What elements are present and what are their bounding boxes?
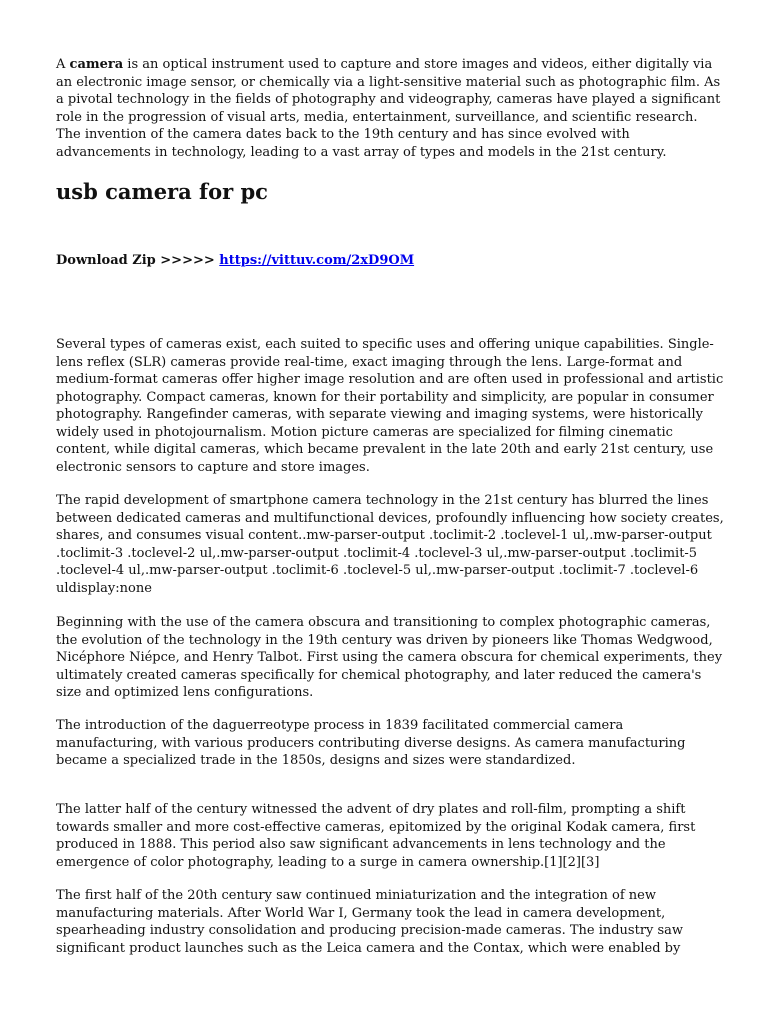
paragraph-line: towards smaller and more cost-effective cameras, epitomized by the original Kodak camera, first: [56, 819, 696, 835]
body-paragraph-smartphone: [56, 492, 724, 597]
download-label: Download Zip >>>>>: [56, 253, 220, 268]
paragraph-line: ultimately created cameras specifically for chemical photography, and later reduced the camera's: [56, 667, 702, 683]
intro-line: role in the progression of visual arts, media, entertainment, surveillance, and scientific research.: [56, 109, 698, 125]
paragraph-line: produced in 1888. This period also saw significant advancements in lens technology and the: [56, 837, 666, 852]
paragraph-line: lens reflex (SLR) cameras provide real-time, exact imaging through the lens. Large-format and: [56, 354, 683, 370]
paragraph-line: content, while digital cameras, which became prevalent in the late 20th and early 21st century, use: [56, 442, 714, 457]
intro-line-rest: is an optical instrument used to capture and store images and videos, either digitally via: [123, 57, 713, 72]
intro-prefix: A: [56, 57, 70, 72]
paragraph-line: .toclimit-3 .toclevel-2 ul,.mw-parser-output .toclimit-4 .toclevel-3 ul,.mw-parser-output .toclimit-5: [56, 545, 698, 561]
intro-line: advancements in technology, leading to a vast array of types and models in the 21st century.: [56, 144, 667, 160]
body-paragraph-types: [56, 336, 724, 476]
paragraph-line: size and optimized lens configurations.: [56, 685, 314, 700]
camera-term-bold: camera: [69, 57, 124, 72]
intro-line: a pivotal technology in the fields of photography and videography, cameras have played a significant: [56, 92, 721, 107]
download-link[interactable]: https://vittuv.com/2xD9OM: [219, 253, 415, 268]
paragraph-line: emergence of color photography, leading to a surge in camera ownership.[1][2][3]: [56, 854, 600, 870]
paragraph-line: photography. Compact cameras, known for their portability and simplicity, are popular in consumer: [56, 389, 714, 405]
paragraph-line: electronic sensors to capture and store images.: [56, 459, 370, 475]
paragraph-line: became a specialized trade in the 1850s, designs and sizes were standardized.: [56, 753, 576, 768]
paragraph-line: spearheading industry consolidation and producing precision-made cameras. The industry saw: [56, 923, 684, 938]
intro-line: an electronic image sensor, or chemically via a light-sensitive material such as photographic film. As: [56, 74, 721, 90]
paragraph-line: The first half of the 20th century saw continued miniaturization and the integration of new: [56, 888, 656, 903]
paragraph-line: photography. Rangefinder cameras, with separate viewing and imaging systems, were historically: [56, 407, 703, 422]
paragraph-line: manufacturing, with various producers contributing diverse designs. As camera manufacturing: [56, 735, 686, 751]
paragraph-line: the evolution of the technology in the 19th century was driven by pioneers like Thomas Wedgwood,: [56, 632, 713, 648]
intro-paragraph: [56, 56, 721, 161]
paragraph-line: .toclevel-4 ul,.mw-parser-output .toclimit-6 .toclevel-5 ul,.mw-parser-output .toclimit-7 .toclevel-6: [56, 563, 699, 578]
paragraph-line: Nicéphore Niépce, and Henry Talbot. First using the camera obscura for chemical experiments, they: [56, 650, 723, 665]
paragraph-line: The introduction of the daguerreotype process in 1839 facilitated commercial camera: [56, 718, 624, 733]
paragraph-line: The rapid development of smartphone camera technology in the 21st century has blurred the lines: [56, 493, 709, 508]
paragraph-line: Several types of cameras exist, each suited to specific uses and offering unique capabilities. Single-: [56, 337, 714, 352]
paragraph-line: manufacturing materials. After World War I, Germany took the lead in camera development,: [56, 905, 666, 921]
paragraph-line: The latter half of the century witnessed the advent of dry plates and roll-film, prompting a shift: [56, 802, 686, 817]
paragraph-line: significant product launches such as the Leica camera and the Contax, which were enabled by: [56, 940, 681, 956]
download-line: [56, 252, 414, 270]
paragraph-line: between dedicated cameras and multifunctional devices, profoundly influencing how society creates,: [56, 510, 724, 526]
intro-line: The invention of the camera dates back to the 19th century and has since evolved with: [56, 127, 630, 142]
paragraph-line: widely used in photojournalism. Motion picture cameras are specialized for filming cinematic: [56, 424, 673, 440]
paragraph-line: uldisplay:none: [56, 580, 152, 596]
body-paragraph-dry-plates: [56, 801, 716, 871]
body-paragraph-history: [56, 614, 723, 702]
body-paragraph-daguerreotype: [56, 717, 716, 770]
body-paragraph-20th-century: [56, 887, 716, 957]
paragraph-line: Beginning with the use of the camera obscura and transitioning to complex photographic cameras,: [56, 615, 711, 630]
page-title: usb camera for pc: [56, 179, 268, 204]
paragraph-line: shares, and consumes visual content..mw-parser-output .toclimit-2 .toclevel-1 ul,.mw-parser-output: [56, 528, 712, 543]
intro-line: [56, 56, 716, 74]
paragraph-line: medium-format cameras offer higher image resolution and are often used in professional and artistic: [56, 372, 724, 387]
